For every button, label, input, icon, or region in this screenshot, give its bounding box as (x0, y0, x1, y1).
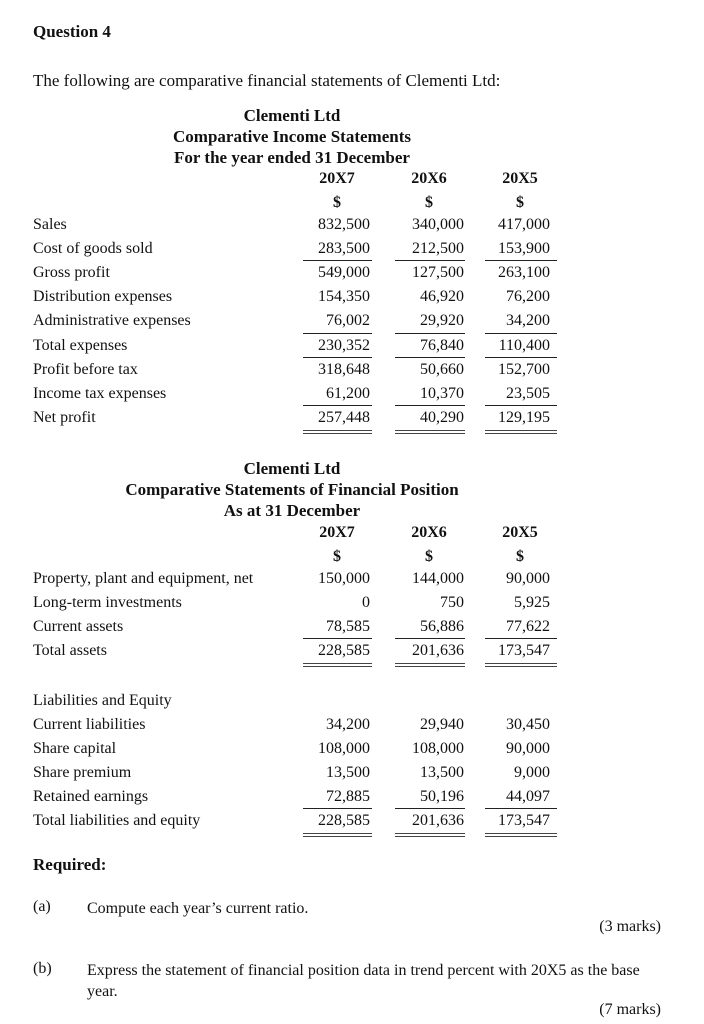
cell-20x5: 9,000 (514, 764, 550, 781)
required-heading: Required: (33, 855, 107, 874)
cell-20x5: 263,100 (498, 264, 550, 281)
cell-20x7: 78,585 (326, 618, 370, 635)
subtotal-rule (485, 357, 557, 358)
subtotal-rule (303, 357, 372, 358)
cell-20x6: 10,370 (420, 385, 464, 402)
total-double-rule (485, 833, 557, 837)
row-label: Retained earnings (33, 788, 149, 805)
row-label: Property, plant and equipment, net (33, 570, 254, 587)
year-header-20x6: 20X6 (411, 170, 447, 187)
cell-20x7: 283,500 (318, 240, 370, 257)
cell-20x7: 150,000 (318, 570, 370, 587)
subtotal-rule (395, 808, 465, 809)
row-label: Profit before tax (33, 361, 138, 378)
subtotal-rule (395, 405, 465, 406)
currency-20x5: $ (516, 548, 524, 565)
cell-20x7: 34,200 (326, 716, 370, 733)
subtotal-rule (395, 357, 465, 358)
row-label: Total expenses (33, 337, 128, 354)
year-header-20x7: 20X7 (319, 170, 355, 187)
question-intro: The following are comparative financial statements of Clementi Ltd: (33, 71, 501, 90)
cell-20x6: 212,500 (412, 240, 464, 257)
part-marks: (7 marks) (599, 1001, 661, 1018)
cell-20x5: 76,200 (506, 288, 550, 305)
part-letter: (b) (33, 960, 52, 977)
income-statement-title: Comparative Income Statements (173, 127, 411, 146)
currency-20x6: $ (425, 548, 433, 565)
cell-20x5: 34,200 (506, 312, 550, 329)
part-letter: (a) (33, 898, 51, 915)
total-double-rule (303, 833, 372, 837)
subtotal-rule (395, 333, 465, 334)
subtotal-rule (303, 808, 372, 809)
fp-statement-title: Comparative Statements of Financial Position (125, 480, 459, 499)
cell-20x5: 23,505 (506, 385, 550, 402)
fp-company-name: Clementi Ltd (243, 459, 341, 478)
cell-20x6: 127,500 (412, 264, 464, 281)
cell-20x5: 44,097 (506, 788, 550, 805)
row-label: Current liabilities (33, 716, 146, 733)
cell-20x7: 228,585 (318, 812, 370, 829)
row-label: Administrative expenses (33, 312, 191, 329)
year-header-20x5: 20X5 (502, 524, 538, 541)
year-header-20x7: 20X7 (319, 524, 355, 541)
total-double-rule (395, 430, 465, 434)
year-header-20x6: 20X6 (411, 524, 447, 541)
cell-20x6: 201,636 (412, 812, 464, 829)
fp-date: As at 31 December (223, 501, 361, 520)
row-label: Income tax expenses (33, 385, 167, 402)
row-label: Sales (33, 216, 67, 233)
cell-20x7: 61,200 (326, 385, 370, 402)
cell-20x6: 50,660 (420, 361, 464, 378)
row-label: Total assets (33, 642, 107, 659)
cell-20x6: 76,840 (420, 337, 464, 354)
part-marks: (3 marks) (599, 918, 661, 935)
row-label: Current assets (33, 618, 124, 635)
cell-20x6: 40,290 (420, 409, 464, 426)
subtotal-rule (303, 638, 372, 639)
subtotal-rule (303, 405, 372, 406)
cell-20x7: 832,500 (318, 216, 370, 233)
cell-20x6: 46,920 (420, 288, 464, 305)
subtotal-rule (303, 260, 372, 261)
cell-20x5: 129,195 (498, 409, 550, 426)
subtotal-rule (395, 260, 465, 261)
income-company-name: Clementi Ltd (243, 106, 341, 125)
cell-20x7: 228,585 (318, 642, 370, 659)
cell-20x6: 750 (440, 594, 464, 611)
cell-20x6: 29,920 (420, 312, 464, 329)
cell-20x6: 201,636 (412, 642, 464, 659)
subtotal-rule (485, 808, 557, 809)
row-label: Share premium (33, 764, 132, 781)
total-double-rule (395, 833, 465, 837)
part-text: Express the statement of financial position data in trend percent with 20X5 as the base year. (87, 962, 640, 1000)
subtotal-rule (303, 333, 372, 334)
cell-20x5: 90,000 (506, 570, 550, 587)
year-header-20x5: 20X5 (502, 170, 538, 187)
row-label: Total liabilities and equity (33, 812, 201, 829)
cell-20x6: 50,196 (420, 788, 464, 805)
currency-20x5: $ (516, 194, 524, 211)
cell-20x5: 30,450 (506, 716, 550, 733)
part-text: Compute each year’s current ratio. (87, 900, 309, 917)
subtotal-rule (485, 405, 557, 406)
row-label: Distribution expenses (33, 288, 173, 305)
cell-20x5: 173,547 (498, 642, 550, 659)
cell-20x6: 56,886 (420, 618, 464, 635)
liabilities-equity-heading: Liabilities and Equity (33, 692, 172, 709)
cell-20x5: 153,900 (498, 240, 550, 257)
cell-20x7: 318,648 (318, 361, 370, 378)
cell-20x7: 230,352 (318, 337, 370, 354)
cell-20x7: 13,500 (326, 764, 370, 781)
total-double-rule (303, 663, 372, 667)
row-label: Long-term investments (33, 594, 182, 611)
row-label: Net profit (33, 409, 96, 426)
cell-20x5: 90,000 (506, 740, 550, 757)
cell-20x6: 144,000 (412, 570, 464, 587)
cell-20x7: 257,448 (318, 409, 370, 426)
cell-20x7: 549,000 (318, 264, 370, 281)
currency-20x7: $ (333, 194, 341, 211)
cell-20x7: 76,002 (326, 312, 370, 329)
income-period: For the year ended 31 December (174, 148, 410, 167)
total-double-rule (485, 430, 557, 434)
cell-20x6: 108,000 (412, 740, 464, 757)
currency-20x6: $ (425, 194, 433, 211)
cell-20x7: 0 (362, 594, 370, 611)
subtotal-rule (485, 638, 557, 639)
subtotal-rule (485, 260, 557, 261)
total-double-rule (303, 430, 372, 434)
row-label: Gross profit (33, 264, 110, 281)
subtotal-rule (485, 333, 557, 334)
subtotal-rule (395, 638, 465, 639)
total-double-rule (485, 663, 557, 667)
cell-20x7: 72,885 (326, 788, 370, 805)
cell-20x5: 110,400 (498, 337, 550, 354)
cell-20x6: 340,000 (412, 216, 464, 233)
cell-20x5: 417,000 (498, 216, 550, 233)
row-label: Cost of goods sold (33, 240, 153, 257)
cell-20x5: 77,622 (506, 618, 550, 635)
row-label: Share capital (33, 740, 117, 757)
cell-20x5: 173,547 (498, 812, 550, 829)
question-title: Question 4 (33, 22, 111, 41)
cell-20x5: 5,925 (514, 594, 550, 611)
currency-20x7: $ (333, 548, 341, 565)
cell-20x7: 108,000 (318, 740, 370, 757)
cell-20x7: 154,350 (318, 288, 370, 305)
cell-20x6: 29,940 (420, 716, 464, 733)
total-double-rule (395, 663, 465, 667)
cell-20x5: 152,700 (498, 361, 550, 378)
cell-20x6: 13,500 (420, 764, 464, 781)
